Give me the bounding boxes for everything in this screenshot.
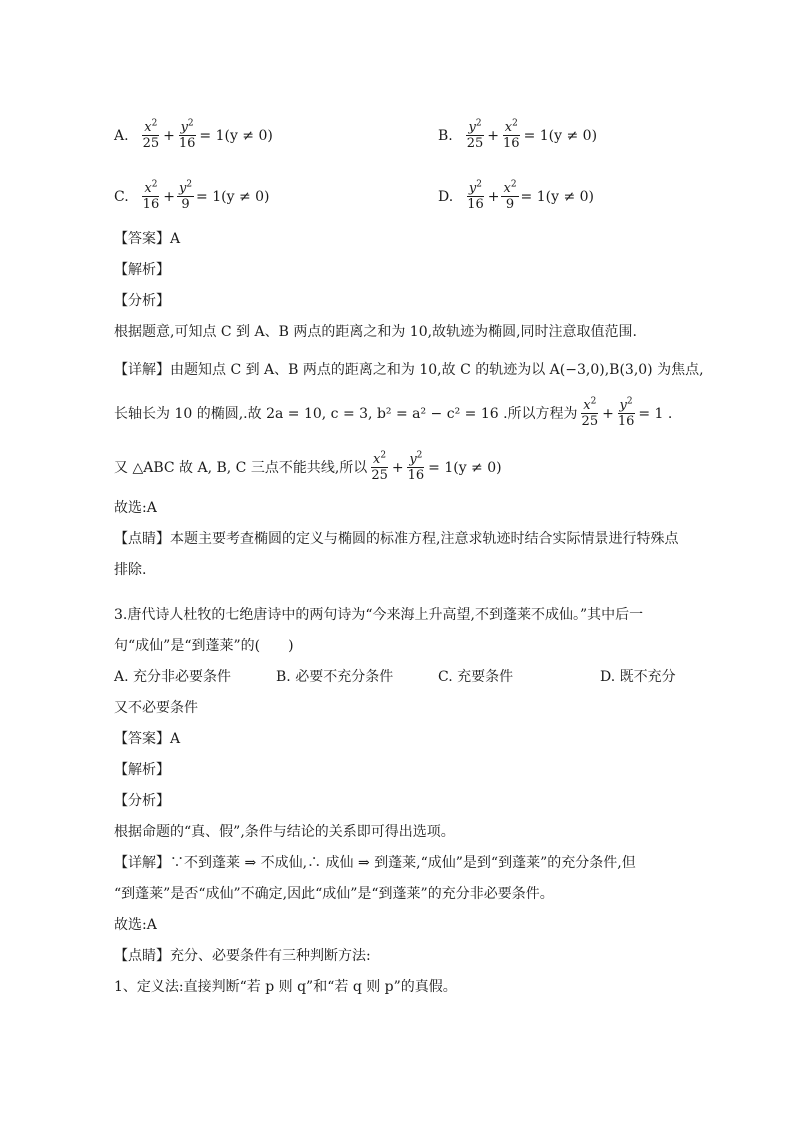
option-c-label: C. [114,188,129,205]
fraction: $\frac{y^2}{16}$ [467,179,484,212]
fraction: $\frac{y^2}{9}$ [178,179,193,212]
q3-option-d: D. 既不充分 [600,669,676,685]
fraction: $\frac{x^2}{25}$ [581,396,599,429]
q3-detail-line-1: 【详解】∵不到蓬莱 ⇒ 不成仙,∴ 成仙 ⇒ 到蓬莱,“成仙”是到“到蓬莱”的充分条件,但 [114,855,636,871]
option-c: C. $\frac{x^2}{16}$ + $\frac{y^2}{9}$ = 1(y ≠ 0) [114,179,270,212]
option-d: D. $\frac{y^2}{16}$ + $\frac{x^2}{9}$ = 1(y ≠ 0) [438,179,595,212]
fraction: $\frac{y^2}{16}$ [407,450,425,483]
option-b-tail: = 1(y ≠ 0) [523,127,598,144]
fraction: $\frac{x^2}{25}$ [142,118,160,151]
q3-stem-line-2: 句“成仙”是“到蓬莱”的( ) [114,638,294,654]
option-c-tail: = 1(y ≠ 0) [196,188,270,205]
fraction: $\frac{y^2}{16}$ [178,118,196,151]
option-a-tail: = 1(y ≠ 0) [199,127,273,144]
q3-option-d-cont: 又不必要条件 [114,700,198,716]
q3-fenxi-text: 根据命题的“真、假”,条件与结论的关系即可得出选项。 [114,824,455,840]
q3-comment: 【点睛】充分、必要条件有三种判断方法: [114,948,371,964]
choice-line: 故选:A [114,500,157,516]
option-b-label: B. [438,127,453,144]
q3-option-a: A. 充分非必要条件 [114,669,232,685]
fraction: $\frac{y^2}{16}$ [617,396,635,429]
q3-fenxi-heading: 【分析】 [114,793,170,809]
q3-answer: 【答案】A [114,731,181,747]
q3-option-c: C. 充要条件 [438,669,514,685]
option-d-label: D. [438,188,454,205]
option-a-label: A. [114,127,129,144]
comment-line-1: 【点睛】本题主要考查椭圆的定义与椭圆的标准方程,注意求轨迹时结合实际情景进行特殊点 [114,531,679,547]
q3-detail-line-2: “到蓬莱”是否“成仙”不确定,因此“成仙”是“到蓬莱”的充分非必要条件。 [114,886,554,902]
fenxi-text: 根据题意,可知点 C 到 A、B 两点的距离之和为 10,故轨迹为椭圆,同时注意取值范围. [114,324,637,340]
answer-line: 【答案】A [114,231,181,247]
fraction: $\frac{x^2}{16}$ [503,118,520,151]
comment-line-2: 排除. [114,562,147,578]
q3-stem-line-1: 3.唐代诗人杜牧的七绝唐诗中的两句诗为“今来海上升高望,不到蓬莱不成仙。”其中后一 [114,607,644,623]
fenxi-heading: 【分析】 [114,293,170,309]
q3-analysis-heading: 【解析】 [114,762,170,778]
option-d-tail: = 1(y ≠ 0) [520,188,595,205]
detail-line-3: 又 △ABC 故 A, B, C 三点不能共线,所以 $\frac{x^2}{25}$ + $\frac{y^2}{16}$ = 1(y ≠ 0) [114,450,502,483]
q3-choice: 故选:A [114,917,157,933]
fraction: $\frac{x^2}{9}$ [503,179,517,212]
option-b: B. $\frac{y^2}{25}$ + $\frac{x^2}{16}$ = 1(y ≠ 0) [438,118,598,151]
fraction: $\frac{x^2}{16}$ [142,179,160,212]
analysis-heading: 【解析】 [114,262,170,278]
q3-method-1: 1、定义法:直接判断“若 p 则 q”和“若 q 则 p”的真假。 [114,979,457,995]
fraction: $\frac{x^2}{25}$ [371,450,388,483]
option-a: A. $\frac{x^2}{25}$ + $\frac{y^2}{16}$ = 1(y ≠ 0) [114,118,273,151]
detail-line-2: 长轴长为 10 的椭圆,.故 2a = 10, c = 3, b² = a² − c² = 16 .所以方程为 $\frac{x^2}{25}$ + $\frac{y^2}{16}$ = 1 . [114,396,673,429]
detail-line-1: 【详解】由题知点 C 到 A、B 两点的距离之和为 10,故 C 的轨迹为以 A(−3,0),B(3,0) 为焦点, [114,362,704,378]
q3-option-b: B. 必要不充分条件 [276,669,394,685]
fraction: $\frac{y^2}{25}$ [466,118,484,151]
